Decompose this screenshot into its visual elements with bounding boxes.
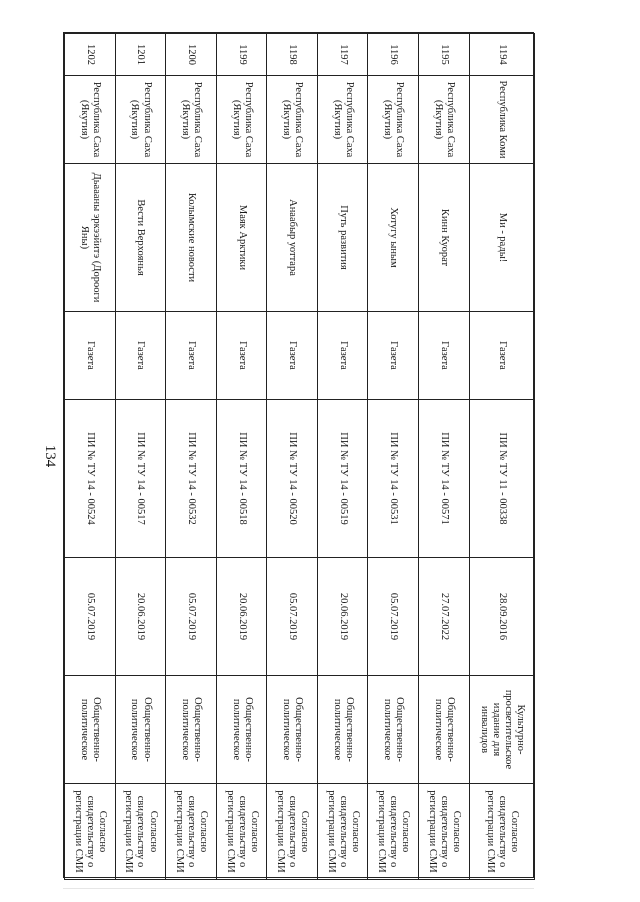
- table-row: [65, 34, 116, 880]
- row-number-cell: 1195: [419, 34, 470, 76]
- media-type-cell: Газета: [267, 312, 318, 400]
- license-number-cell: ПИ № ТУ 14 - 00519: [317, 400, 368, 558]
- table-row: [419, 34, 470, 880]
- media-title-cell: Маяк Арктики: [216, 164, 267, 312]
- rotated-table-container: [64, 33, 535, 879]
- registry-table-frame: [63, 32, 534, 878]
- media-type-cell: Газета: [419, 312, 470, 400]
- media-title-cell: Путь развития: [317, 164, 368, 312]
- media-type-cell: Газета: [317, 312, 368, 400]
- media-type-cell: Газета: [166, 312, 217, 400]
- media-title-cell: Анаабыр уоттара: [267, 164, 318, 312]
- registration-date-cell: 20.06.2019: [317, 558, 368, 676]
- scan-edge-line: [63, 888, 534, 889]
- registration-date-cell: 05.07.2019: [368, 558, 419, 676]
- note-cell: Согласно свидетельству о регистрации СМИ: [166, 784, 217, 880]
- registration-date-cell: 05.07.2019: [166, 558, 217, 676]
- specialization-cell: Общественно-политическое: [65, 676, 116, 784]
- specialization-cell: Общественно-политическое: [419, 676, 470, 784]
- media-type-cell: Газета: [368, 312, 419, 400]
- media-type-cell: Газета: [115, 312, 166, 400]
- region-cell: Республика Саха (Якутия): [317, 76, 368, 164]
- region-cell: Республика Коми: [469, 76, 534, 164]
- registration-date-cell: 20.06.2019: [216, 558, 267, 676]
- specialization-cell: Общественно-политическое: [267, 676, 318, 784]
- specialization-cell: Общественно-политическое: [368, 676, 419, 784]
- license-number-cell: ПИ № ТУ 14 - 00518: [216, 400, 267, 558]
- license-number-cell: ПИ № ТУ 14 - 00524: [65, 400, 116, 558]
- note-cell: Согласно свидетельству о регистрации СМИ: [267, 784, 318, 880]
- region-cell: Республика Саха (Якутия): [267, 76, 318, 164]
- registration-date-cell: 05.07.2019: [65, 558, 116, 676]
- media-type-cell: Газета: [65, 312, 116, 400]
- row-number-cell: 1197: [317, 34, 368, 76]
- media-title-cell: Колымские новости: [166, 164, 217, 312]
- table-row: [317, 34, 368, 880]
- specialization-cell: Общественно-политическое: [317, 676, 368, 784]
- region-cell: Республика Саха (Якутия): [419, 76, 470, 164]
- table-row: [216, 34, 267, 880]
- license-number-cell: ПИ № ТУ 14 - 00532: [166, 400, 217, 558]
- media-title-cell: Ми - рады!: [469, 164, 534, 312]
- row-number-cell: 1194: [469, 34, 534, 76]
- registration-date-cell: 20.06.2019: [115, 558, 166, 676]
- specialization-cell: Общественно-политическое: [115, 676, 166, 784]
- row-number-cell: 1196: [368, 34, 419, 76]
- note-cell: Согласно свидетельству о регистрации СМИ: [216, 784, 267, 880]
- note-cell: Согласно свидетельству о регистрации СМИ: [469, 784, 534, 880]
- specialization-cell: Общественно-политическое: [216, 676, 267, 784]
- table-row: [166, 34, 217, 880]
- specialization-cell: Общественно-политическое: [166, 676, 217, 784]
- region-cell: Республика Саха (Якутия): [216, 76, 267, 164]
- region-cell: Республика Саха (Якутия): [115, 76, 166, 164]
- media-title-cell: Хотугу ыным: [368, 164, 419, 312]
- media-type-cell: Газета: [216, 312, 267, 400]
- region-cell: Республика Саха (Якутия): [65, 76, 116, 164]
- region-cell: Республика Саха (Якутия): [166, 76, 217, 164]
- table-row: [469, 34, 534, 880]
- table-row: [115, 34, 166, 880]
- table-row: [267, 34, 318, 880]
- media-title-cell: Дьаааны эркээйитэ (Дорооги Яны): [65, 164, 116, 312]
- region-cell: Республика Саха (Якутия): [368, 76, 419, 164]
- media-title-cell: Кинн Куорат: [419, 164, 470, 312]
- license-number-cell: ПИ № ТУ 11 - 00338: [469, 400, 534, 558]
- registration-date-cell: 28.09.2016: [469, 558, 534, 676]
- page-number: 134: [42, 444, 58, 468]
- row-number-cell: 1198: [267, 34, 318, 76]
- row-number-cell: 1202: [65, 34, 116, 76]
- media-type-cell: Газета: [469, 312, 534, 400]
- license-number-cell: ПИ № ТУ 14 - 00517: [115, 400, 166, 558]
- table-row: [368, 34, 419, 880]
- license-number-cell: ПИ № ТУ 14 - 00520: [267, 400, 318, 558]
- license-number-cell: ПИ № ТУ 14 - 00531: [368, 400, 419, 558]
- row-number-cell: 1199: [216, 34, 267, 76]
- license-number-cell: ПИ № ТУ 14 - 00571: [419, 400, 470, 558]
- media-registry-table: [64, 33, 535, 880]
- registration-date-cell: 05.07.2019: [267, 558, 318, 676]
- registration-date-cell: 27.07.2022: [419, 558, 470, 676]
- row-number-cell: 1201: [115, 34, 166, 76]
- note-cell: Согласно свидетельству о регистрации СМИ: [65, 784, 116, 880]
- specialization-cell: Культурно-просветительское издание для инвалидов: [469, 676, 534, 784]
- note-cell: Согласно свидетельству о регистрации СМИ: [317, 784, 368, 880]
- note-cell: Согласно свидетельству о регистрации СМИ: [115, 784, 166, 880]
- row-number-cell: 1200: [166, 34, 217, 76]
- note-cell: Согласно свидетельству о регистрации СМИ: [419, 784, 470, 880]
- note-cell: Согласно свидетельству о регистрации СМИ: [368, 784, 419, 880]
- media-title-cell: Вести Верхоянья: [115, 164, 166, 312]
